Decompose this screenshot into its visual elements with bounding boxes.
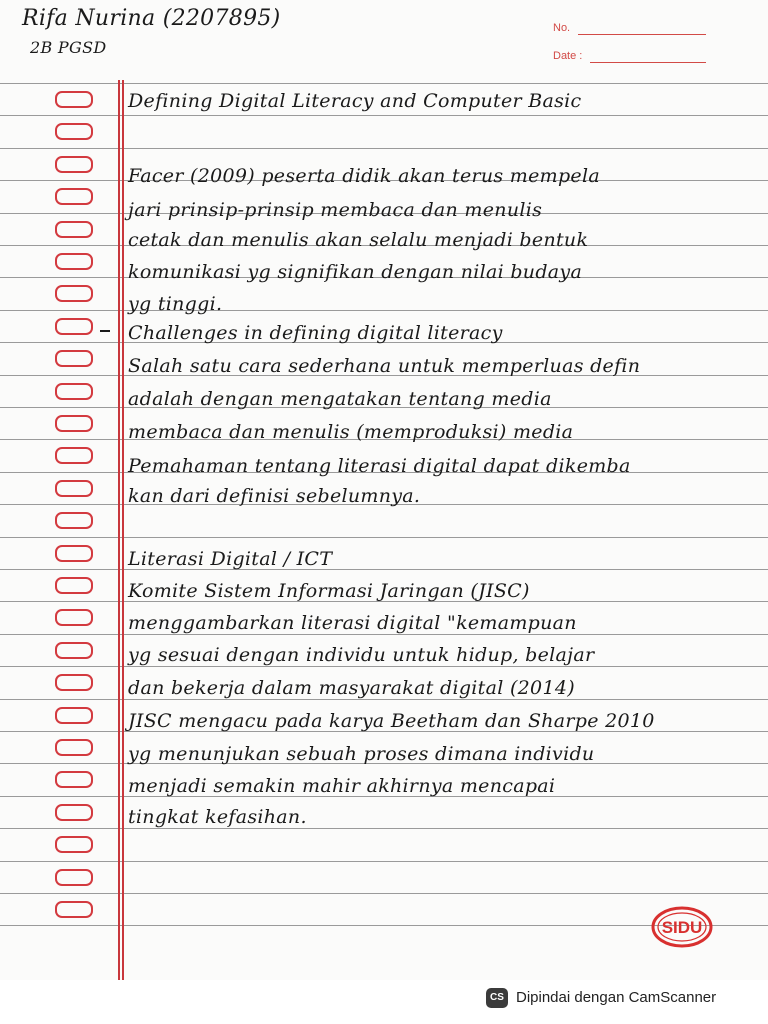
margin-line-left xyxy=(118,80,120,980)
margin-checkbox xyxy=(55,674,93,691)
ruled-line xyxy=(0,115,768,116)
note-line: yg tinggi. xyxy=(128,293,223,315)
note-line: tingkat kefasihan. xyxy=(128,806,307,828)
bullet-dash xyxy=(100,330,110,332)
margin-checkbox xyxy=(55,609,93,626)
note-line: Facer (2009) peserta didik akan terus mempela xyxy=(128,165,600,187)
note-line: dan bekerja dalam masyarakat digital (2014) xyxy=(128,677,575,699)
date-label: Date : xyxy=(553,50,583,62)
margin-checkbox xyxy=(55,804,93,821)
margin-checkbox xyxy=(55,350,93,367)
note-line: menjadi semakin mahir akhirnya mencapai xyxy=(128,775,556,797)
margin-checkbox xyxy=(55,836,93,853)
margin-checkbox xyxy=(55,447,93,464)
margin-checkbox xyxy=(55,156,93,173)
margin-checkbox xyxy=(55,188,93,205)
note-line: Salah satu cara sederhana untuk memperluas defin xyxy=(128,355,641,377)
no-underline xyxy=(578,34,706,35)
margin-checkbox xyxy=(55,480,93,497)
note-line: membaca dan menulis (memproduksi) media xyxy=(128,421,574,443)
note-line: komunikasi yg signifikan dengan nilai budaya xyxy=(128,261,583,283)
note-line: yg menunjukan sebuah proses dimana individu xyxy=(128,743,595,765)
ruled-line xyxy=(0,666,768,667)
logo-text: SIDU xyxy=(661,918,703,937)
margin-checkbox xyxy=(55,771,93,788)
ruled-line xyxy=(0,310,768,311)
note-line: Pemahaman tentang literasi digital dapat dikemba xyxy=(128,455,631,477)
margin-checkbox xyxy=(55,415,93,432)
margin-checkbox xyxy=(55,545,93,562)
margin-checkbox xyxy=(55,512,93,529)
note-line: Komite Sistem Informasi Jaringan (JISC) xyxy=(128,580,530,602)
note-line: kan dari definisi sebelumnya. xyxy=(128,485,421,507)
margin-checkbox xyxy=(55,285,93,302)
margin-checkbox xyxy=(55,869,93,886)
margin-checkbox xyxy=(55,91,93,108)
camscanner-icon: CS xyxy=(486,988,508,1008)
margin-checkbox xyxy=(55,253,93,270)
student-name: Rifa Nurina (2207895) xyxy=(22,6,281,31)
date-underline xyxy=(590,62,706,63)
margin-checkbox xyxy=(55,901,93,918)
note-line: yg sesuai dengan individu untuk hidup, belajar xyxy=(128,644,595,666)
margin-checkbox xyxy=(55,318,93,335)
no-label: No. xyxy=(553,22,571,34)
note-line: cetak dan menulis akan selalu menjadi bentuk xyxy=(128,229,589,251)
camscanner-caption: Dipindai dengan CamScanner xyxy=(516,989,717,1006)
ruled-line xyxy=(0,861,768,862)
note-line: menggambarkan literasi digital "kemampuan xyxy=(128,612,577,634)
note-line: JISC mengacu pada karya Beetham dan Sharpe 2010 xyxy=(128,710,655,732)
ruled-line xyxy=(0,699,768,700)
note-line: adalah dengan mengatakan tentang media xyxy=(128,388,552,410)
ruled-line xyxy=(0,634,768,635)
ruled-line xyxy=(0,537,768,538)
note-line: Challenges in defining digital literacy xyxy=(128,322,503,344)
margin-checkbox xyxy=(55,739,93,756)
margin-checkbox xyxy=(55,707,93,724)
ruled-line xyxy=(0,148,768,149)
margin-checkbox xyxy=(55,383,93,400)
ruled-line xyxy=(0,893,768,894)
ruled-line xyxy=(0,828,768,829)
sidu-brand-logo xyxy=(651,905,713,949)
ruled-line xyxy=(0,569,768,570)
margin-checkbox xyxy=(55,123,93,140)
note-line: Defining Digital Literacy and Computer Basic xyxy=(128,90,582,112)
margin-line-right xyxy=(122,80,124,980)
note-line: jari prinsip-prinsip membaca dan menulis xyxy=(128,199,543,221)
student-class: 2B PGSD xyxy=(30,38,107,57)
margin-checkbox xyxy=(55,577,93,594)
margin-checkbox xyxy=(55,642,93,659)
margin-checkbox xyxy=(55,221,93,238)
note-line: Literasi Digital / ICT xyxy=(128,548,333,570)
ruled-line xyxy=(0,83,768,84)
